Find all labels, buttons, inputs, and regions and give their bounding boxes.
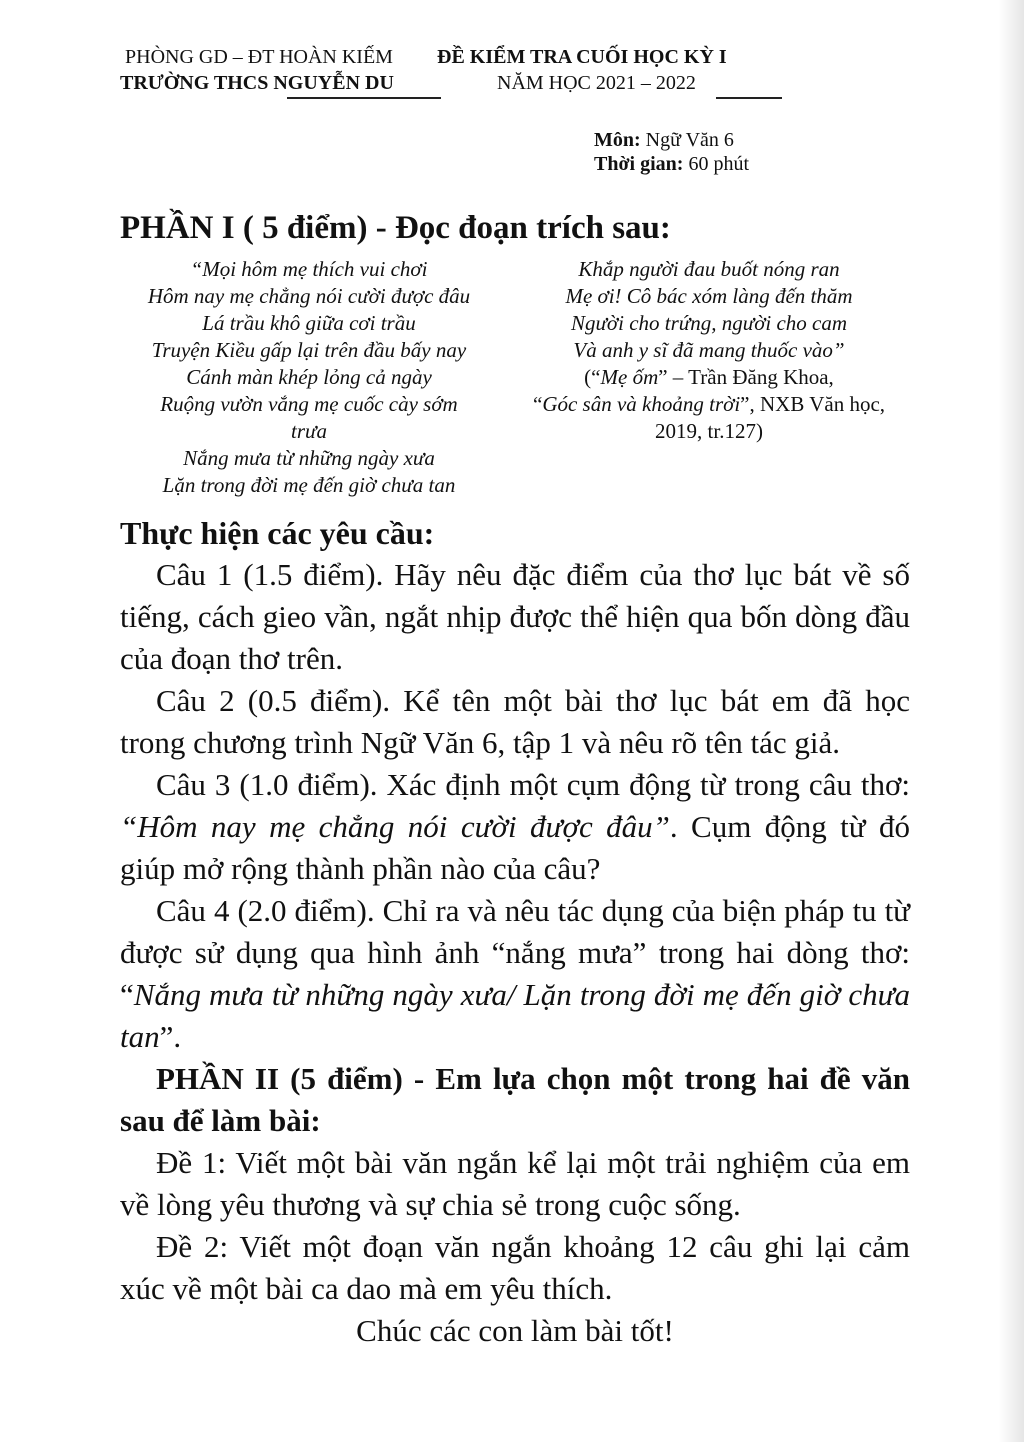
school-year: NĂM HỌC 2021 – 2022	[497, 72, 696, 94]
poem-line: Khắp người đau buốt nóng ran	[578, 257, 840, 281]
part2-title: PHẦN II (5 điểm) - Em lựa chọn một trong hai đề văn sau để làm bài:	[120, 1061, 910, 1138]
exam-body	[120, 512, 910, 1352]
poem-line: trưa	[291, 419, 327, 443]
school-name: TRƯỜNG THCS NGUYỄN DU	[120, 72, 394, 94]
poem-line: Người cho trứng, người cho cam	[570, 311, 848, 335]
question-1: Câu 1 (1.5 điểm). Hãy nêu đặc điểm của thơ lục bát về số tiếng, cách gieo vần, ngắt nhịp được thể hiện qua bốn dòng đầu của đoạn thơ trên.	[120, 557, 910, 676]
poem-line: Lặn trong đời mẹ đến giờ chưa tan	[162, 473, 456, 497]
poem-source-line-1: (“Mẹ ốm” – Trần Đăng Khoa,	[584, 365, 834, 389]
poem-line: Hôm nay mẹ chẳng nói cười được đâu	[147, 284, 471, 308]
poem-line: Và anh y sĩ đã mang thuốc vào”	[573, 338, 845, 362]
question-4: Câu 4 (2.0 điểm). Chỉ ra và nêu tác dụng của biện pháp tu từ được sử dụng qua hình ảnh “nắng mưa” trong hai dòng thơ: “Nắng mưa từ những ngày xưa/ Lặn trong đời mẹ đến giờ chưa tan”.	[120, 893, 910, 1054]
department-name: PHÒNG GD – ĐT HOÀN KIẾM	[125, 46, 393, 68]
closing-message: Chúc các con làm bài tốt!	[356, 1313, 674, 1348]
poem-left-column	[112, 256, 506, 499]
subject-line: Môn: Ngữ Văn 6	[594, 129, 734, 151]
essay-option-1: Đề 1: Viết một bài văn ngắn kể lại một trải nghiệm của em về lòng yêu thương và sự chia sẻ trong cuộc sống.	[120, 1145, 910, 1222]
school-underline	[287, 97, 441, 99]
poem-source-line-2: “Góc sân và khoảng trời”, NXB Văn học,	[532, 392, 886, 416]
poem-line: Truyện Kiều gấp lại trên đầu bấy nay	[151, 338, 467, 362]
question-3: Câu 3 (1.0 điểm). Xác định một cụm động từ trong câu thơ: “Hôm nay mẹ chẳng nói cười được đâu”. Cụm động từ đó giúp mở rộng thành phần nào của câu?	[120, 767, 910, 886]
essay-option-2: Đề 2: Viết một đoạn văn ngắn khoảng 12 câu ghi lại cảm xúc về một bài ca dao mà em yêu thích.	[120, 1229, 910, 1306]
poem-line: Mẹ ơi! Cô bác xóm làng đến thăm	[565, 284, 853, 308]
question-2: Câu 2 (0.5 điểm). Kể tên một bài thơ lục bát em đã học trong chương trình Ngữ Văn 6, tập 1 và nêu rõ tên tác giả.	[120, 683, 910, 760]
year-underline	[716, 97, 782, 99]
page-edge-shadow	[998, 0, 1024, 1442]
poem-line: Cánh màn khép lỏng cả ngày	[186, 365, 432, 389]
poem-right-column	[502, 256, 916, 445]
tasks-heading: Thực hiện các yêu cầu:	[120, 515, 435, 551]
exam-title: ĐỀ KIỂM TRA CUỐI HỌC KỲ I	[437, 46, 727, 68]
poem-line: Nắng mưa từ những ngày xưa	[183, 446, 435, 470]
poem-source-line-3: 2019, tr.127)	[655, 419, 763, 443]
poem-line: Ruộng vườn vắng mẹ cuốc cày sớm	[160, 392, 458, 416]
poem-line: Lá trầu khô giữa cơi trầu	[202, 311, 416, 335]
time-line: Thời gian: 60 phút	[594, 153, 749, 175]
part1-title: PHẦN I ( 5 điểm) - Đọc đoạn trích sau:	[120, 210, 671, 246]
poem-line: “Mọi hôm mẹ thích vui chơi	[190, 257, 428, 281]
